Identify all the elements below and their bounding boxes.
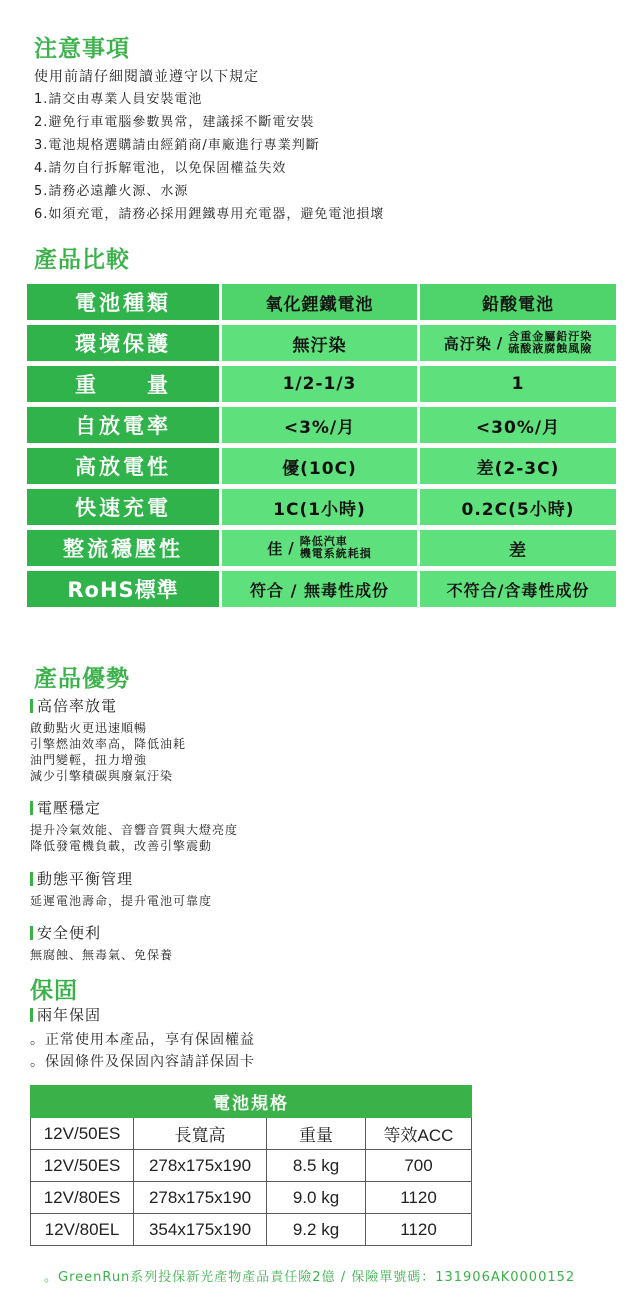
comparison-row-self-discharge — [27, 407, 616, 443]
table-row — [31, 1182, 472, 1214]
table-cell: 重量 — [267, 1118, 366, 1150]
row-label: 快速充電 — [27, 489, 219, 525]
lithium-header: 氧化鋰鐵電池 — [222, 284, 417, 320]
notice-item: 3.電池規格選購請由經銷商/車廠進行專業判斷 — [34, 138, 320, 153]
table-row — [31, 1150, 472, 1182]
lithium-value: <3%/月 — [222, 407, 417, 443]
notice-item: 4.請勿自行拆解電池，以免保固權益失效 — [34, 161, 287, 176]
notice-intro: 使用前請仔細閱讀並遵守以下規定 — [34, 69, 259, 85]
advantage-line: 啟動點火更迅速順暢 — [30, 721, 148, 735]
lithium-value: 1C(1小時) — [222, 489, 417, 525]
lithium-value — [222, 530, 417, 566]
table-cell: 8.5 kg — [267, 1150, 366, 1182]
table-cell: 700 — [366, 1150, 472, 1182]
warranty-item: 。正常使用本產品，享有保固權益 — [30, 1032, 255, 1048]
lithium-value: 無汙染 — [222, 325, 417, 361]
advantage-line: 無腐蝕、無毒氣、免保養 — [30, 948, 174, 962]
advantage-line: 減少引擎積碳與廢氣汙染 — [30, 769, 174, 783]
lead-acid-header: 鉛酸電池 — [420, 284, 616, 320]
comparison-row-rohs — [27, 571, 616, 607]
env-sub: 硫酸液腐蝕風險 — [508, 342, 593, 355]
table-cell: 9.0 kg — [267, 1182, 366, 1214]
comparison-row-env — [27, 325, 616, 361]
table-row — [31, 1118, 472, 1150]
table-cell: 12V/50ES — [31, 1150, 134, 1182]
warranty-item: 。保固條件及保固內容請詳保固卡 — [30, 1054, 255, 1070]
table-cell: 等效ACC — [366, 1118, 472, 1150]
lead-acid-value — [420, 325, 616, 361]
advantage-line: 延遲電池壽命，提升電池可靠度 — [30, 894, 213, 908]
insurance-footnote: 。GreenRun系列投保新光產物產品責任險2億 / 保險單號碼：131906AK0000152 — [44, 1270, 576, 1285]
row-label: RoHS標準 — [27, 571, 219, 607]
table-cell: 12V/80ES — [31, 1182, 134, 1214]
row-label: 整流穩壓性 — [27, 530, 219, 566]
table-cell: 278x175x190 — [134, 1182, 267, 1214]
row-label: 環境保護 — [27, 325, 219, 361]
advantages-title: 產品優勢 — [34, 666, 130, 692]
table-cell: 1120 — [366, 1214, 472, 1246]
advantage-head: 高倍率放電 — [37, 697, 118, 715]
regulation-main: 佳 — [267, 539, 284, 558]
lead-acid-value: 差 — [420, 530, 616, 566]
table-cell: 354x175x190 — [134, 1214, 267, 1246]
table-cell: 12V/80EL — [31, 1214, 134, 1246]
notice-item: 1.請交由專業人員安裝電池 — [34, 92, 203, 107]
table-cell: 278x175x190 — [134, 1150, 267, 1182]
green-bar-marker — [30, 926, 33, 940]
slash-separator: / — [288, 539, 295, 557]
notice-item: 2.避免行車電腦參數異常，建議採不斷電安裝 — [34, 115, 315, 130]
advantage-line: 提升冷氣效能、音響音質與大燈亮度 — [30, 823, 239, 837]
table-cell: 1120 — [366, 1182, 472, 1214]
advantage-group — [30, 797, 238, 854]
green-bar-marker — [30, 801, 33, 815]
advantage-line: 油門變輕，扭力增強 — [30, 753, 148, 767]
lead-acid-value: <30%/月 — [420, 407, 616, 443]
spec-table-title: 電池規格 — [31, 1086, 472, 1118]
comparison-row-high-discharge — [27, 448, 616, 484]
spec-table — [30, 1085, 472, 1246]
lead-acid-value: 不符合/含毒性成份 — [420, 571, 616, 607]
green-bar-marker — [30, 699, 33, 713]
lithium-value: 符合 / 無毒性成份 — [222, 571, 417, 607]
lithium-value: 1/2-1/3 — [222, 366, 417, 402]
notice-item: 6.如須充電，請務必採用鋰鐵專用充電器，避免電池損壞 — [34, 207, 385, 222]
advantage-group — [30, 868, 212, 909]
slash-separator: / — [496, 334, 504, 352]
notice-list — [34, 88, 384, 226]
green-bar-marker — [30, 1008, 33, 1022]
row-label: 重 量 — [27, 366, 219, 402]
advantage-head: 動態平衡管理 — [37, 870, 134, 888]
comparison-row-fast-charge — [27, 489, 616, 525]
row-label: 電池種類 — [27, 284, 219, 320]
table-row — [31, 1214, 472, 1246]
warranty-title: 保固 — [30, 978, 78, 1004]
comparison-table — [27, 284, 616, 612]
table-cell: 9.2 kg — [267, 1214, 366, 1246]
regulation-sub: 降低汽車 — [299, 535, 348, 548]
comparison-row-type — [27, 284, 616, 320]
lead-acid-value: 差(2-3C) — [420, 448, 616, 484]
comparison-row-weight — [27, 366, 616, 402]
env-main: 高汙染 — [443, 334, 492, 353]
row-label: 高放電性 — [27, 448, 219, 484]
warranty-head: 兩年保固 — [37, 1006, 102, 1024]
comparison-title: 產品比較 — [34, 247, 130, 273]
warranty-block — [30, 1004, 255, 1073]
lead-acid-value: 1 — [420, 366, 616, 402]
table-cell: 長寬高 — [134, 1118, 267, 1150]
comparison-row-regulation — [27, 530, 616, 566]
table-cell: 12V/50ES — [31, 1118, 134, 1150]
lead-acid-value: 0.2C(5小時) — [420, 489, 616, 525]
lithium-value: 優(10C) — [222, 448, 417, 484]
advantage-group — [30, 922, 173, 963]
advantage-line: 降低發電機負載，改善引擎震動 — [30, 839, 213, 853]
notice-title: 注意事項 — [34, 36, 130, 62]
env-sub: 含重金屬鉛汙染 — [508, 330, 593, 343]
advantage-line: 引擎燃油效率高，降低油耗 — [30, 737, 187, 751]
row-label: 自放電率 — [27, 407, 219, 443]
advantage-head: 安全便利 — [37, 924, 102, 942]
green-bar-marker — [30, 872, 33, 886]
notice-item: 5.請務必遠離火源、水源 — [34, 184, 189, 199]
advantage-group — [30, 695, 186, 784]
advantage-head: 電壓穩定 — [37, 799, 102, 817]
regulation-sub: 機電系統耗損 — [299, 547, 372, 560]
